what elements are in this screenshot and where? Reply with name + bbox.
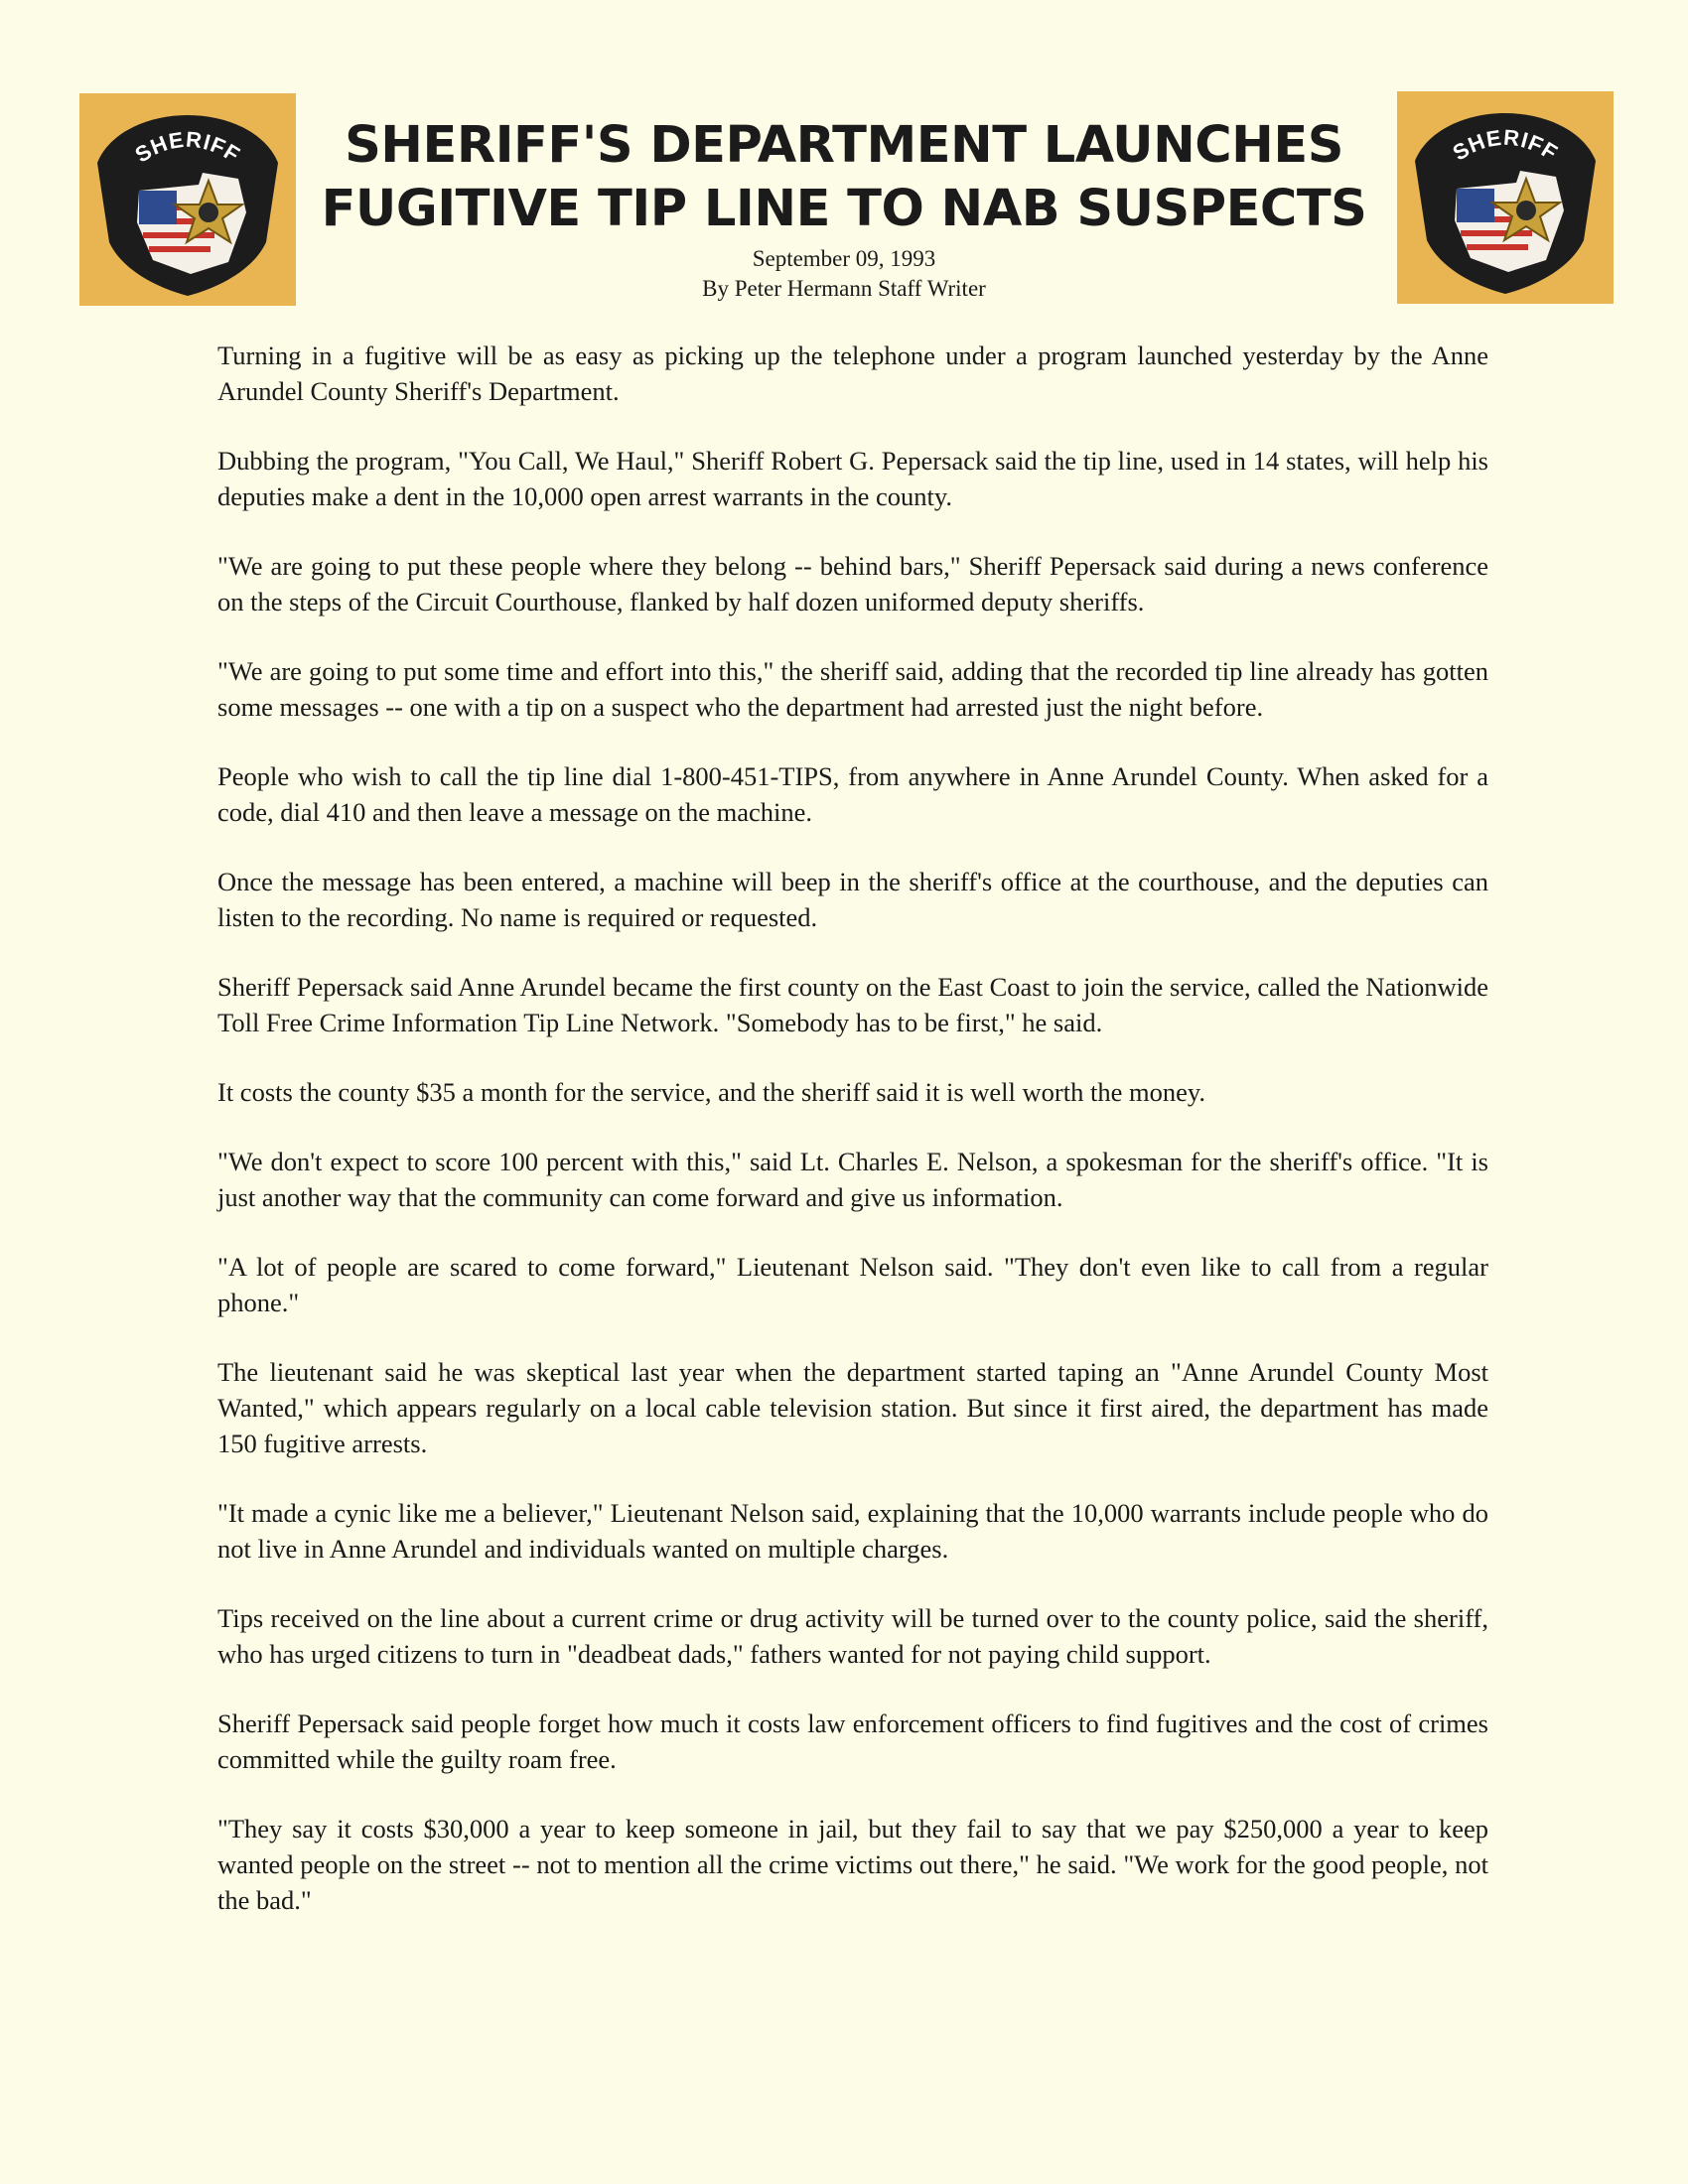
article-paragraph: Sheriff Pepersack said people forget how much it costs law enforcement officers to find fugitives and the cost of crimes committed while the guilty roam free. xyxy=(217,1708,1488,1774)
sheriff-badge-left xyxy=(79,93,296,306)
article-paragraph: "We are going to put some time and effort into this," the sheriff said, adding that the recorded tip line already has gotten some messages -- one with a tip on a suspect who the department had arrested just the night before. xyxy=(217,656,1488,722)
article-body xyxy=(217,338,1488,1952)
article-paragraph: Turning in a fugitive will be as easy as picking up the telephone under a program launched yesterday by the Anne Arundel County Sheriff's Department. xyxy=(217,341,1488,406)
headline xyxy=(298,114,1390,241)
article-paragraph: It costs the county $35 a month for the service, and the sheriff said it is well worth the money. xyxy=(217,1077,1205,1107)
article-date: September 09, 1993 xyxy=(752,246,936,271)
badge-word: SHERIFF xyxy=(1448,124,1563,166)
article-paragraph: "A lot of people are scared to come forward," Lieutenant Nelson said. "They don't even like to call from a regular phone." xyxy=(217,1252,1488,1317)
sheriff-badge-icon xyxy=(1397,91,1614,304)
headline-line-2: FUGITIVE TIP LINE TO NAB SUSPECTS xyxy=(321,180,1367,238)
article-paragraph: "We don't expect to score 100 percent with this," said Lt. Charles E. Nelson, a spokesman for the sheriff's office. "It is just another way that the community can come forward and give us information. xyxy=(217,1147,1488,1212)
article-paragraph: The lieutenant said he was skeptical last year when the department started taping an "Anne Arundel County Most Wanted," which appears regularly on a local cable television station. But since it first aired, the department has made 150 fugitive arrests. xyxy=(217,1357,1488,1458)
article-paragraph: "It made a cynic like me a believer," Lieutenant Nelson said, explaining that the 10,000 warrants include people who do not live in Anne Arundel and individuals wanted on multiple charges. xyxy=(217,1498,1488,1564)
article-paragraph: People who wish to call the tip line dial 1-800-451-TIPS, from anywhere in Anne Arundel County. When asked for a code, dial 410 and then leave a message on the machine. xyxy=(217,761,1488,827)
article-paragraph: Once the message has been entered, a machine will beep in the sheriff's office at the courthouse, and the deputies can listen to the recording. No name is required or requested. xyxy=(217,867,1488,932)
article-paragraph: Dubbing the program, "You Call, We Haul," Sheriff Robert G. Pepersack said the tip line, used in 14 states, will help his deputies make a dent in the 10,000 open arrest warrants in the county. xyxy=(217,446,1488,511)
badge-word: SHERIFF xyxy=(130,126,245,168)
sheriff-badge-icon xyxy=(79,93,296,306)
sheriff-badge-right xyxy=(1397,91,1614,304)
article-paragraph: "We are going to put these people where they belong -- behind bars," Sheriff Pepersack said during a news conference on the steps of the Circuit Courthouse, flanked by half dozen uniformed deputy sheriffs. xyxy=(217,551,1488,616)
article-paragraph: "They say it costs $30,000 a year to keep someone in jail, but they fail to say that we pay $250,000 a year to keep wanted people on the street -- not to mention all the crime victims out there," he said. "We work for the good people, not the bad." xyxy=(217,1814,1488,1915)
headline-line-1: SHERIFF'S DEPARTMENT LAUNCHES xyxy=(345,116,1343,175)
article-paragraph: Tips received on the line about a current crime or drug activity will be turned over to the county police, said the sheriff, who has urged citizens to turn in "deadbeat dads," fathers wanted for not paying child support. xyxy=(217,1603,1488,1669)
article-byline: By Peter Hermann Staff Writer xyxy=(702,276,986,301)
dateline xyxy=(298,244,1390,304)
article-paragraph: Sheriff Pepersack said Anne Arundel became the first county on the East Coast to join the service, called the Nationwide Toll Free Crime Information Tip Line Network. "Somebody has to be first," he said. xyxy=(217,972,1488,1037)
